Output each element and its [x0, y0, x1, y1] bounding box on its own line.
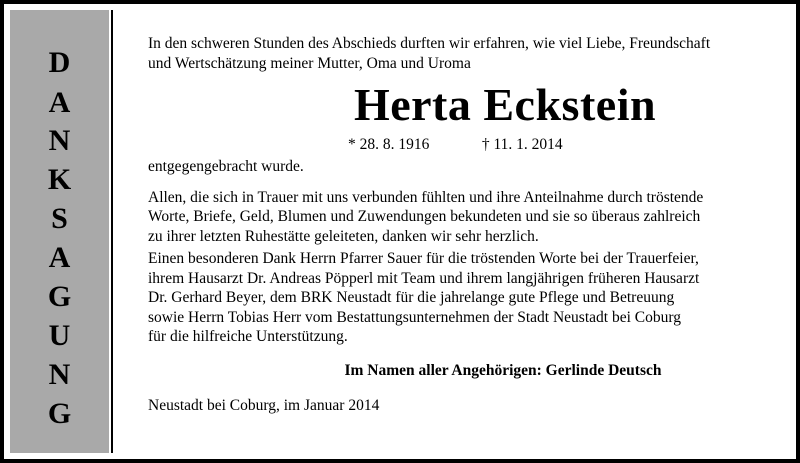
sidebar-letter: G — [47, 397, 72, 430]
special-thanks-line: sowie Herrn Tobias Herr vom Bestattungsunternehmen der Stadt Neustadt bei Coburg — [148, 308, 681, 326]
deceased-name: Herta Eckstein — [353, 79, 657, 130]
notice-content — [148, 34, 778, 416]
sidebar-letter: G — [47, 280, 72, 313]
place-date-line: Neustadt bei Coburg, im Januar 2014 — [148, 397, 380, 414]
thanks-line: Allen, die sich in Trauer mit uns verbunden fühlten und ihre Anteilnahme durch tröstende — [148, 188, 704, 206]
sidebar-letter: K — [47, 163, 72, 196]
sidebar-letter: N — [48, 358, 71, 391]
special-thanks-line: Einen besonderen Dank Herrn Pfarrer Sauer für die tröstenden Worte bei der Trauerfeier, — [148, 250, 699, 267]
life-dates — [148, 133, 778, 157]
thanks-line: zu ihrer letzten Ruhestätte geleiteten, danken wir sehr herzlich. — [148, 227, 539, 245]
sidebar-letter: A — [48, 86, 71, 119]
death-date: † 11. 1. 2014 — [481, 136, 563, 153]
special-thanks-line: für die hilfreiche Unterstützung. — [148, 328, 348, 345]
sidebar-danksagung — [10, 10, 109, 453]
sidebar-letter: A — [48, 241, 71, 274]
intro-line: und Wertschätzung meiner Mutter, Oma und Uroma — [148, 54, 471, 72]
sidebar-letter: N — [48, 124, 71, 157]
sidebar-letter: U — [48, 319, 71, 352]
thanks-line: Worte, Briefe, Geld, Blumen und Zuwendungen bekundeten und sie so überaus zahlreich — [148, 208, 701, 225]
special-thanks-line: ihrem Hausarzt Dr. Andreas Pöpperl mit Team und ihrem langjährigen früheren Hausarzt — [148, 269, 700, 287]
sidebar-letter: S — [51, 202, 68, 235]
intro-line: In den schweren Stunden des Abschieds durften wir erfahren, wie viel Liebe, Freundschaft — [148, 35, 711, 52]
signature-line: Im Namen aller Angehörigen: Gerlinde Deutsch — [344, 361, 662, 379]
after-name-line: entgegengebracht wurde. — [148, 158, 304, 175]
birth-date: * 28. 8. 1916 — [348, 136, 430, 153]
sidebar-divider — [111, 10, 113, 453]
sidebar-letter: D — [48, 46, 71, 79]
special-thanks-line: Dr. Gerhard Beyer, dem BRK Neustadt für die jahrelange gute Pflege und Betreuung — [148, 289, 675, 306]
